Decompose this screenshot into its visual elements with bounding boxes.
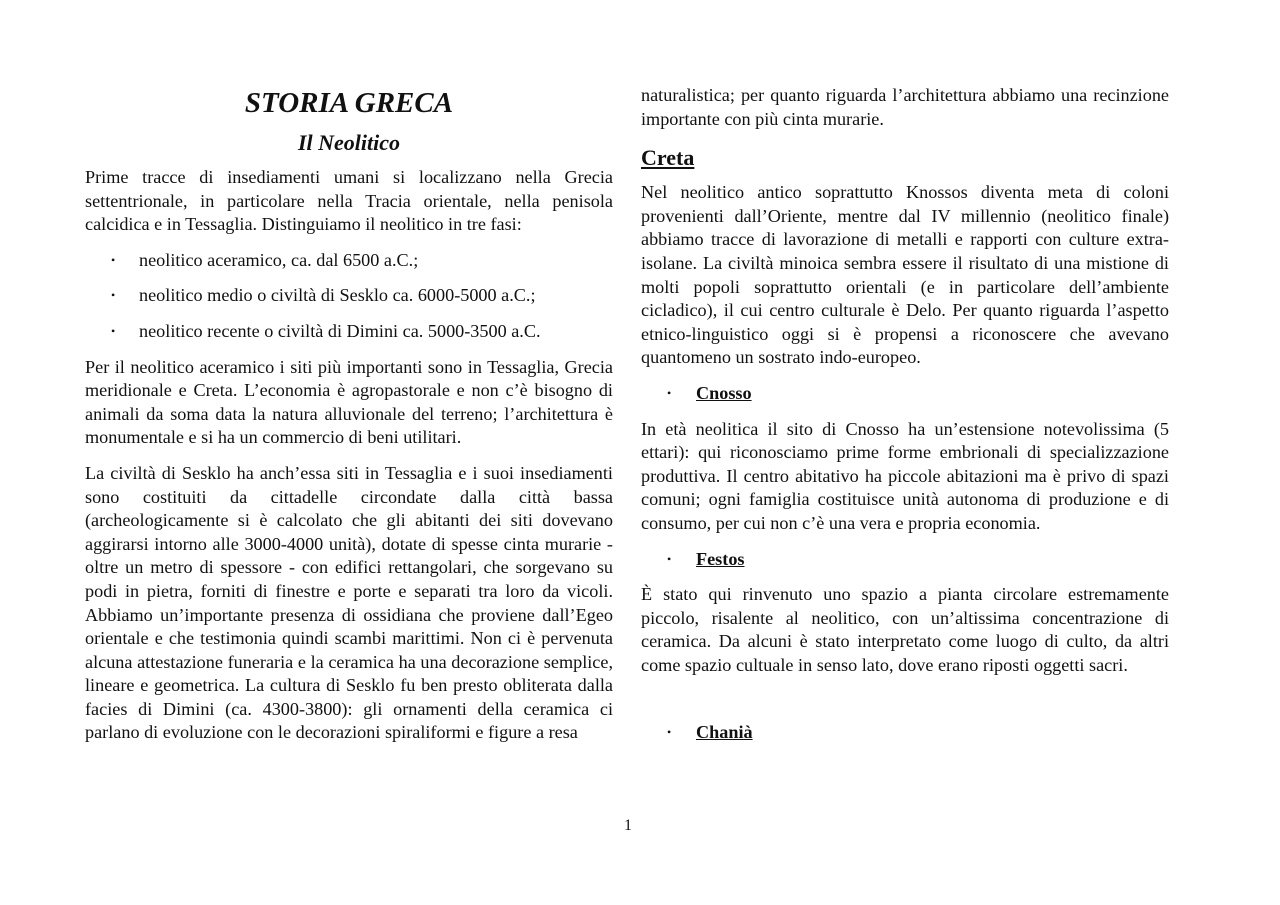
phases-list bbox=[85, 249, 613, 344]
section-title-neolitico: Il Neolitico bbox=[297, 130, 401, 155]
phase-text: neolitico aceramico, ca. dal 6500 a.C.; bbox=[139, 249, 419, 270]
subheading-chania bbox=[641, 721, 1169, 745]
bullet-icon: • bbox=[667, 725, 672, 740]
subheading-cnosso bbox=[641, 382, 1169, 406]
aceramico-paragraph: Per il neolitico aceramico i siti più importanti sono in Tessaglia, Grecia meridionale e Creta. L’economia è agropastorale e non c’è bisogno di animali da soma data la natura alluvionale del terreno; l’architettura è monumentale e si ha un commercio di beni utilitari. bbox=[85, 356, 613, 448]
subheading-label: Cnosso bbox=[696, 382, 752, 403]
subheading-label: Festos bbox=[696, 548, 745, 569]
subheading-label: Chanià bbox=[696, 722, 753, 743]
left-column bbox=[85, 84, 613, 757]
intro-paragraph: Prime tracce di insediamenti umani si localizzano nella Grecia settentrionale, in particolare nella Tracia orientale, nella penisola calcidica e in Tessaglia. Distinguiamo il neolitico in tre fasi: bbox=[85, 167, 613, 235]
list-item bbox=[85, 320, 613, 344]
creta-paragraph: Nel neolitico antico soprattutto Knossos diventa meta di coloni provenienti dall’Oriente, mentre dal IV millennio (neolitico finale) abbiamo tracce di lavorazione di metalli e rapporti con culture extra-isolane. La civiltà minoica sembra essere il risultato di una mistione di molti popoli soprattutto orientali (e in particolare dell’ambiente cicladico), il cui centro culturale è Delo. Per quanto riguarda l’aspetto etnico-linguistico oggi si è propensi a riconoscere che avevano quantomeno un sostrato indo-europeo. bbox=[641, 182, 1169, 368]
bullet-icon: • bbox=[111, 252, 116, 267]
bullet-icon: • bbox=[667, 551, 672, 566]
festos-paragraph: È stato qui rinvenuto uno spazio a pianta circolare estremamente piccolo, risalente al neolitico, con un’altissima concentrazione di ceramica. Da alcuni è stato interpretato come luogo di culto, da altri come spazio cultuale in senso lato, dove erano riposti oggetti sacri. bbox=[641, 584, 1169, 675]
list-item bbox=[85, 249, 613, 273]
continuation-paragraph: naturalistica; per quanto riguarda l’architettura abbiamo una recinzione importante con più cinta murarie. bbox=[641, 85, 1169, 129]
cnosso-paragraph: In età neolitica il sito di Cnosso ha un’estensione notevolissima (5 ettari): qui riconosciamo prime forme embrionali di specializzazione produttiva. Il centro abitativo ha piccole abitazioni ma è privo di spazi comuni; ogni famiglia costituisce unità autonoma di produzione e di consumo, per cui non c’è una vera e propria economia. bbox=[641, 418, 1169, 533]
bullet-icon: • bbox=[667, 385, 672, 400]
document-title: STORIA GRECA bbox=[244, 87, 454, 119]
bullet-icon: • bbox=[111, 323, 116, 338]
heading-creta: Creta bbox=[641, 145, 695, 171]
phase-text: neolitico recente o civiltà di Dimini ca. 5000-3500 a.C. bbox=[139, 320, 541, 341]
page-number: 1 bbox=[624, 817, 632, 834]
sesklo-paragraph: La civiltà di Sesklo ha anch’essa siti in Tessaglia e i suoi insediamenti sono costituiti da cittadelle circondate dalla città bassa (archeologicamente si è calcolato che gli abitanti dei siti dovevano aggirarsi intorno alle 3000-4000 unità), dotate di spesse cinta murarie - oltre un metro di spessore - con edifici rettangolari, che sorgevano su podi in pietra, forniti di finestre e porte e separati tra loro da vicoli. Abbiamo un’importante presenza di ossidiana che proviene dall’Egeo orientale e che testimonia quindi scambi marittimi. Non ci è pervenuta alcuna attestazione funeraria e la ceramica ha una decorazione semplice, lineare e geometrica. La cultura di Sesklo fu ben presto obliterata dalla facies di Dimini (ca. 4300-3800): gli ornamenti della ceramica ci parlano di evoluzione con le decorazioni spiraliformi e figure a resa bbox=[85, 462, 613, 743]
list-item bbox=[85, 284, 613, 308]
bullet-icon: • bbox=[111, 288, 116, 303]
right-column bbox=[641, 84, 1169, 757]
phase-text: neolitico medio o civiltà di Sesklo ca. 6000-5000 a.C.; bbox=[139, 285, 536, 306]
subheading-festos bbox=[641, 548, 1169, 572]
